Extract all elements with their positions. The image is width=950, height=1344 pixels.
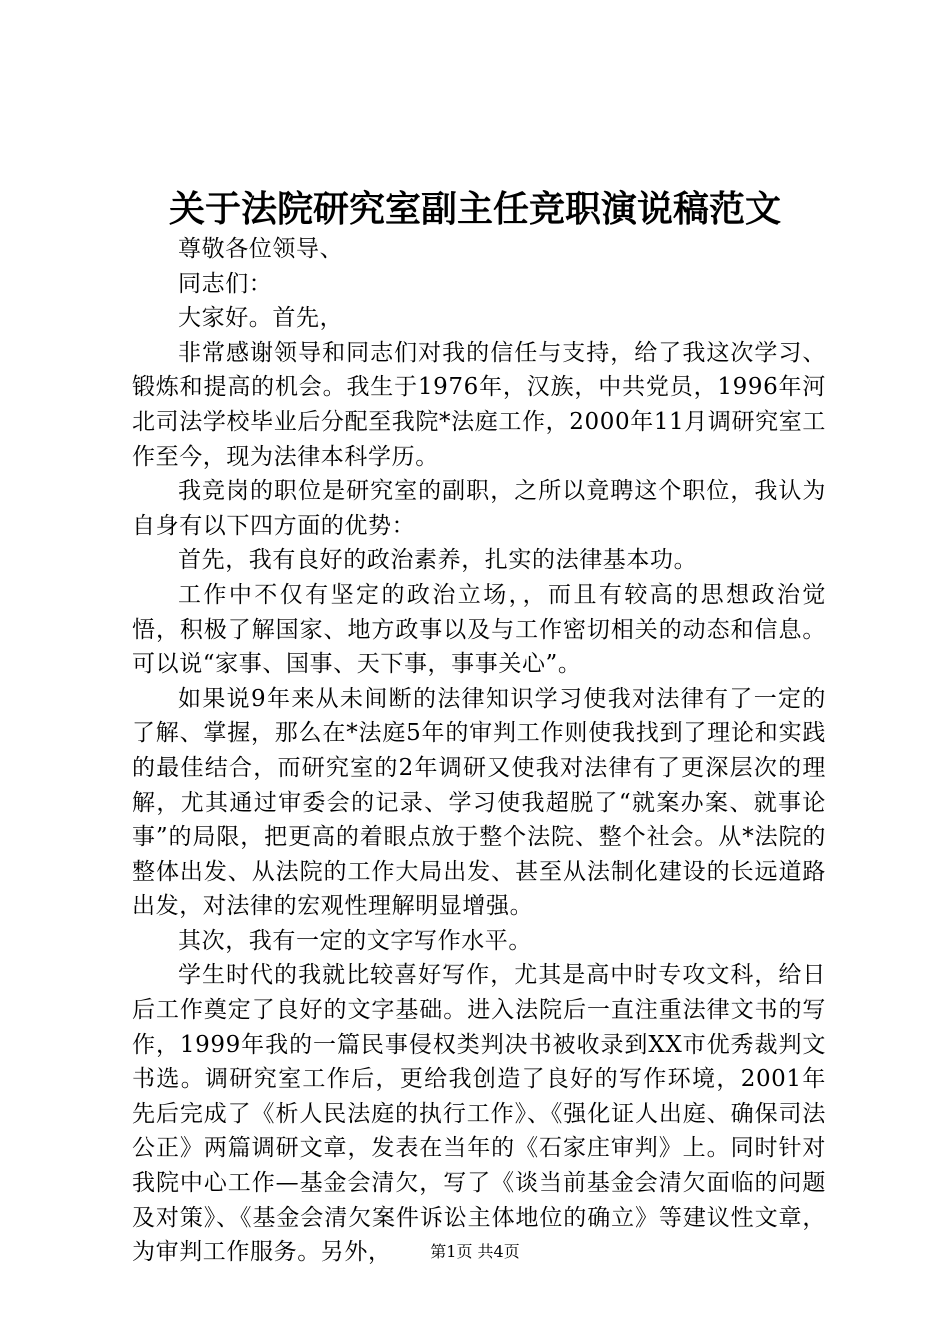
paragraph-writing: 学生时代的我就比较喜好写作，尤其是高中时专攻文科，给日后工作奠定了良好的文字基础。进入法院后一直注重法律文书的写作，1999年我的一篇民事侵权类判决书被收录到XX市优秀裁判文书选。调研究室工作后，更给我创造了良好的写作环境，2001年先后完成了《析人民法庭的执行工作》、《强化证人出庭、确保司法公正》两篇调研文章，发表在当年的《石家庄审判》上。同时针对我院中心工作—基金会清欠，写了《谈当前基金会清欠面临的问题及对策》、《基金会清欠案件诉讼主体地位的确立》等建议性文章，为审判工作服务。另外，: [132, 962, 826, 1266]
paragraph-salutation-1: 尊敬各位领导、: [178, 236, 344, 262]
paragraph-first-advantage: 首先，我有良好的政治素养，扎实的法律基本功。: [178, 547, 698, 574]
paragraph-introduction: 非常感谢领导和同志们对我的信任与支持，给了我这次学习、锻炼和提高的机会。我生于1976年，汉族，中共党员，1996年河北司法学校毕业后分配至我院*法庭工作，2000年11月调研究室工作至今，现为法律本科学历。: [132, 339, 826, 470]
paragraph-position: 我竞岗的职位是研究室的副职，之所以竟聘这个职位，我认为自身有以下四方面的优势：: [132, 478, 826, 539]
document-title: 关于法院研究室副主任竞职演说稿范文: [168, 188, 781, 230]
paragraph-salutation-2: 同志们：: [178, 270, 273, 297]
document-body: [132, 232, 826, 1270]
paragraph-legal-study: 如果说9年来从未间断的法律知识学习使我对法律有了一定的了解、掌握，那么在*法庭5年的审判工作则使我找到了理论和实践的最佳结合，而研究室的2年调研又使我对法律有了更深层次的理解，尤其通过审委会的记录、学习使我超脱了“就案办案、就事论事”的局限，把更高的着眼点放于整个法院、整个社会。从*法院的整体出发、从法院的工作大局出发、甚至从法制化建设的长远道路出发，对法律的宏观性理解明显增强。: [132, 685, 826, 920]
page-footer: 第1页 共4页: [430, 1242, 520, 1261]
paragraph-greeting: 大家好。首先，: [178, 305, 344, 332]
paragraph-political: 工作中不仅有坚定的政治立场，，而且有较高的思想政治觉悟，积极了解国家、地方政事以及与工作密切相关的动态和信息。可以说“家事、国事、天下事，事事关心”。: [132, 581, 826, 678]
paragraph-second-advantage: 其次，我有一定的文字写作水平。: [178, 927, 532, 954]
